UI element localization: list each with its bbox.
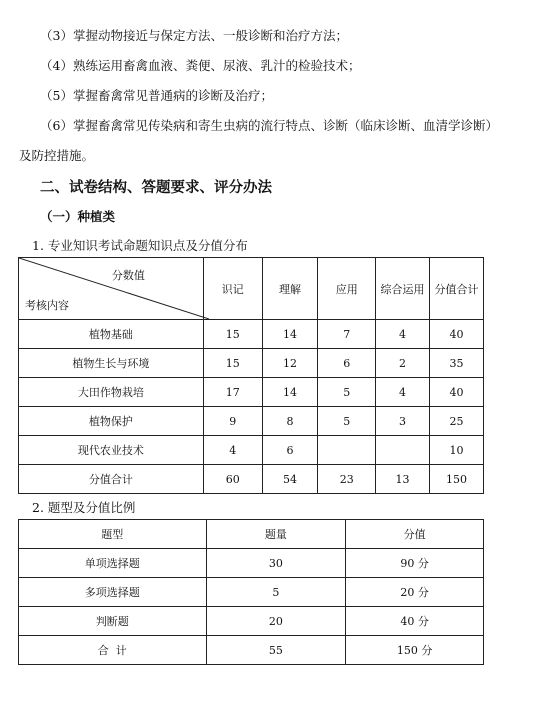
table-cell: 8 [262,407,318,436]
table-cell: 90 分 [346,549,484,578]
table-cell: 150 [429,465,483,494]
table-row [19,578,484,607]
table-cell [318,436,376,465]
table-cell: 5 [206,578,346,607]
table2-header-cell: 题量 [206,520,346,549]
intro-line-6: （6）掌握畜禽常见传染病和寄生虫病的流行特点、诊断（临床诊断、血清学诊断） [40,118,498,133]
table-row [19,407,484,436]
row-label: 分值合计 [19,465,204,494]
score-distribution-table [18,257,484,494]
table-cell: 150 分 [346,636,484,665]
table-cell: 6 [262,436,318,465]
table-row [19,436,484,465]
table-cell: 合 计 [19,636,207,665]
table1-caption: 1. 专业知识考试命题知识点及分值分布 [32,238,248,253]
row-label: 植物保护 [19,407,204,436]
question-type-table [18,519,484,665]
row-label: 大田作物栽培 [19,378,204,407]
table-cell: 5 [318,378,376,407]
table-cell: 2 [376,349,430,378]
intro-line-6-continuation: 及防控措施。 [19,148,95,163]
table-cell: 7 [318,320,376,349]
table-cell: 35 [429,349,483,378]
table2-header-cell: 分值 [346,520,484,549]
table-cell: 10 [429,436,483,465]
table-cell: 15 [203,320,262,349]
table-row [19,549,484,578]
corner-bottom-label: 考核内容 [25,299,69,312]
table-cell: 40 [429,320,483,349]
table1-header-row [19,258,484,320]
row-label: 植物基础 [19,320,204,349]
intro-line-4: （4）熟练运用畜禽血液、粪便、尿液、乳汁的检验技术； [40,58,361,73]
table-row [19,349,484,378]
table-cell: 14 [262,378,318,407]
table-cell: 9 [203,407,262,436]
table2-caption: 2. 题型及分值比例 [32,500,136,515]
table-row [19,378,484,407]
table-cell: 4 [203,436,262,465]
table-total-row [19,636,484,665]
table-cell: 12 [262,349,318,378]
subsection-heading: （一）种植类 [40,209,116,224]
intro-line-3: （3）掌握动物接近与保定方法、一般诊断和治疗方法； [40,28,348,43]
table-cell: 20 分 [346,578,484,607]
section-heading: 二、试卷结构、答题要求、评分办法 [40,180,272,196]
row-label: 现代农业技术 [19,436,204,465]
table-row [19,320,484,349]
table-cell: 25 [429,407,483,436]
table-cell: 单项选择题 [19,549,207,578]
table1-header-cell: 识记 [203,258,262,320]
table-cell: 60 [203,465,262,494]
table2-header-cell: 题型 [19,520,207,549]
table-cell: 14 [262,320,318,349]
table1-header-cell: 综合运用 [376,258,430,320]
table-cell: 23 [318,465,376,494]
table-cell: 20 [206,607,346,636]
table-total-row [19,465,484,494]
corner-top-label: 分数值 [111,269,145,282]
table1-header-cell: 分值合计 [429,258,483,320]
intro-line-5: （5）掌握畜禽常见普通病的诊断及治疗； [40,88,273,103]
table1-header-cell: 应用 [318,258,376,320]
table-cell: 15 [203,349,262,378]
table-cell: 17 [203,378,262,407]
table-cell: 5 [318,407,376,436]
table-cell: 54 [262,465,318,494]
table-cell: 多项选择题 [19,578,207,607]
table-cell: 40 分 [346,607,484,636]
table-cell: 判断题 [19,607,207,636]
table-cell: 40 [429,378,483,407]
table-row [19,607,484,636]
table-cell: 6 [318,349,376,378]
table-cell: 30 [206,549,346,578]
table1-header-cell: 理解 [262,258,318,320]
table-cell: 13 [376,465,430,494]
table-cell: 3 [376,407,430,436]
table-cell [376,436,430,465]
table1-corner-cell [19,258,204,320]
table-cell: 4 [376,320,430,349]
table-cell: 55 [206,636,346,665]
row-label: 植物生长与环境 [19,349,204,378]
table2-header-row [19,520,484,549]
table-cell: 4 [376,378,430,407]
